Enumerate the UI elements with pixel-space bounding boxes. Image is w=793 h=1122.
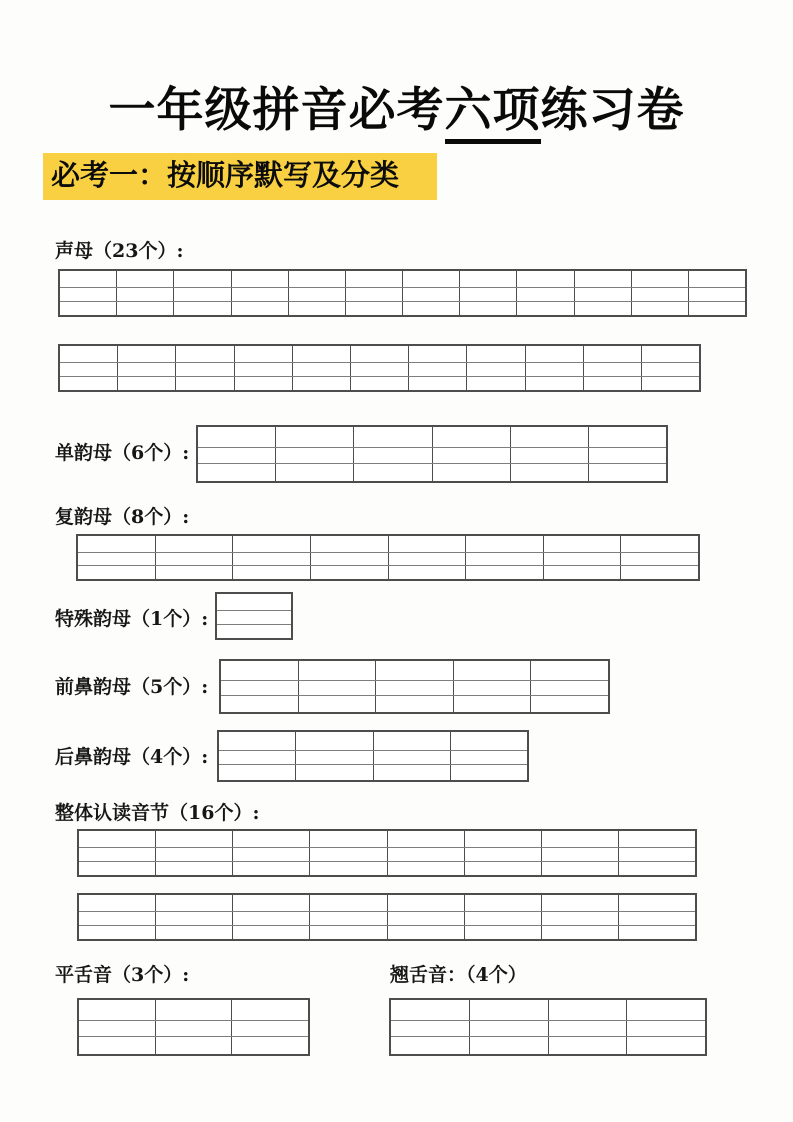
writing-cell [618,848,695,861]
writing-cell [288,288,345,301]
writing-cell [548,1021,627,1036]
writing-cell [516,271,573,287]
writing-cell [453,696,531,712]
writing-cell [79,1021,155,1036]
writing-cell [373,765,450,780]
writing-cell [198,427,275,447]
writing-cell [231,1037,308,1054]
writing-cell [464,831,541,847]
grid-row [79,1036,308,1054]
writing-cell [78,553,155,565]
writing-cell [155,553,233,565]
writing-cell [175,363,233,376]
writing-cell [155,926,232,939]
grid-row [60,346,699,362]
writing-cell [469,1021,548,1036]
writing-cell [626,1021,705,1036]
writing-cell [525,377,583,390]
writing-cell [219,751,295,765]
label-initials: 声母（23个）: [55,240,184,262]
writing-cell [310,536,388,552]
writing-cell [373,732,450,750]
writing-cell [217,625,291,638]
label-simple-finals: 单韵母（6个）: [55,442,190,464]
writing-cell [525,363,583,376]
writing-cell [198,448,275,463]
writing-cell [350,346,408,362]
pinyin-grid-special-final [215,592,293,640]
writing-cell [221,681,298,696]
writing-cell [116,302,173,315]
writing-cell [231,271,288,287]
writing-cell [350,377,408,390]
pinyin-grid-front-nasal-finals [219,659,610,714]
writing-cell [295,732,372,750]
grid-row [219,732,527,750]
writing-cell [345,302,402,315]
pinyin-grid-flat-tongue [77,998,310,1056]
writing-cell [388,536,466,552]
writing-cell [459,288,516,301]
writing-cell [469,1037,548,1054]
writing-cell [510,427,588,447]
writing-cell [310,566,388,579]
grid-row [60,376,699,390]
writing-cell [516,288,573,301]
title-suffix: 练习卷 [540,83,685,137]
writing-cell [688,288,745,301]
writing-cell [541,926,618,939]
pinyin-grid-curled-tongue [389,998,707,1056]
grid-row [79,847,695,861]
writing-cell [79,1037,155,1054]
grid-row [221,680,608,696]
writing-cell [155,1021,232,1036]
grid-row [79,861,695,875]
writing-cell [387,926,464,939]
writing-cell [464,862,541,875]
writing-cell [198,464,275,481]
writing-cell [231,288,288,301]
grid-row [79,1020,308,1036]
label-back-nasal-finals: 后鼻韵母（4个）: [55,746,209,768]
writing-cell [232,895,309,911]
label-compound-finals: 复韵母（8个）: [55,506,190,528]
writing-cell [588,427,666,447]
writing-cell [510,448,588,463]
writing-cell [408,363,466,376]
writing-cell [402,271,459,287]
pinyin-grid-initials-2 [58,344,701,392]
writing-cell [391,1037,469,1054]
writing-cell [309,831,386,847]
writing-cell [232,536,310,552]
writing-cell [583,377,641,390]
writing-cell [541,831,618,847]
writing-cell [295,765,372,780]
title-underlined-word: 六项 [445,83,541,144]
grid-row [391,1020,705,1036]
label-flat-tongue-sounds: 平舌音（3个）: [55,964,190,986]
writing-cell [175,346,233,362]
writing-cell [543,553,621,565]
writing-cell [588,464,666,481]
writing-cell [232,926,309,939]
writing-cell [292,377,350,390]
writing-cell [387,895,464,911]
writing-cell [78,536,155,552]
writing-cell [618,912,695,925]
grid-row [78,565,698,579]
writing-cell [453,681,531,696]
grid-row [198,463,666,481]
grid-row [219,764,527,780]
section-one-heading: 必考一：按顺序默写及分类 [43,153,437,200]
writing-cell [510,464,588,481]
writing-cell [641,346,699,362]
writing-cell [231,1000,308,1020]
writing-cell [116,288,173,301]
writing-cell [60,271,116,287]
writing-cell [221,661,298,680]
writing-cell [234,346,292,362]
writing-cell [117,363,175,376]
writing-cell [574,302,631,315]
writing-cell [79,1000,155,1020]
writing-cell [541,912,618,925]
writing-cell [688,302,745,315]
writing-cell [155,912,232,925]
writing-cell [620,553,698,565]
writing-cell [450,751,527,765]
writing-cell [432,448,510,463]
grid-row [79,831,695,847]
writing-cell [234,377,292,390]
writing-cell [219,732,295,750]
pinyin-grid-whole-syllables-2 [77,893,697,941]
writing-cell [288,271,345,287]
title-prefix: 一年级拼音必考 [108,83,445,137]
writing-cell [466,346,524,362]
writing-cell [574,288,631,301]
writing-cell [465,553,543,565]
writing-cell [453,661,531,680]
writing-cell [530,696,608,712]
writing-cell [541,862,618,875]
grid-row [217,624,291,638]
grid-row [198,427,666,447]
grid-row [78,552,698,565]
writing-cell [217,611,291,624]
writing-cell [217,594,291,610]
grid-row [79,911,695,925]
grid-row [79,895,695,911]
writing-cell [631,302,688,315]
grid-row [60,287,745,301]
writing-cell [309,926,386,939]
writing-cell [155,862,232,875]
writing-cell [618,831,695,847]
label-whole-syllables: 整体认读音节（16个）: [55,802,260,824]
writing-cell [234,363,292,376]
writing-cell [173,288,230,301]
writing-cell [78,566,155,579]
writing-cell [310,553,388,565]
writing-cell [60,377,117,390]
writing-cell [530,681,608,696]
writing-cell [292,346,350,362]
writing-cell [450,765,527,780]
writing-cell [373,751,450,765]
writing-cell [232,566,310,579]
writing-cell [466,377,524,390]
pinyin-grid-initials-1 [58,269,747,317]
pinyin-grid-simple-finals [196,425,668,483]
writing-cell [60,302,116,315]
writing-cell [626,1037,705,1054]
writing-cell [60,346,117,362]
writing-cell [155,895,232,911]
writing-cell [626,1000,705,1020]
grid-row [79,1000,308,1020]
writing-cell [388,553,466,565]
writing-cell [631,288,688,301]
grid-row [217,610,291,624]
writing-cell [288,302,345,315]
writing-cell [391,1000,469,1020]
writing-cell [309,862,386,875]
label-special-final: 特殊韵母（1个）: [55,608,209,630]
writing-cell [117,346,175,362]
writing-cell [275,448,353,463]
writing-cell [464,848,541,861]
writing-cell [464,895,541,911]
grid-row [219,750,527,765]
writing-cell [641,363,699,376]
writing-cell [173,302,230,315]
writing-cell [450,732,527,750]
writing-cell [155,566,233,579]
writing-cell [525,346,583,362]
writing-cell [516,302,573,315]
writing-cell [155,831,232,847]
grid-row [391,1000,705,1020]
writing-cell [432,427,510,447]
writing-cell [464,926,541,939]
writing-cell [79,912,155,925]
pinyin-grid-whole-syllables-1 [77,829,697,877]
writing-cell [117,377,175,390]
writing-cell [583,346,641,362]
writing-cell [459,271,516,287]
writing-cell [221,696,298,712]
writing-cell [530,661,608,680]
writing-cell [232,862,309,875]
writing-cell [345,271,402,287]
pinyin-grid-compound-finals [76,534,700,581]
writing-cell [432,464,510,481]
writing-cell [459,302,516,315]
writing-cell [465,536,543,552]
writing-cell [618,926,695,939]
writing-cell [275,464,353,481]
writing-cell [232,912,309,925]
writing-cell [219,765,295,780]
writing-cell [231,1021,308,1036]
writing-cell [388,566,466,579]
page-title [0,73,793,140]
writing-cell [292,363,350,376]
writing-cell [155,848,232,861]
writing-cell [298,681,376,696]
writing-cell [541,848,618,861]
pinyin-grid-back-nasal-finals [217,730,529,782]
writing-cell [298,661,376,680]
writing-cell [79,895,155,911]
writing-cell [155,536,233,552]
writing-cell [275,427,353,447]
writing-cell [232,848,309,861]
writing-cell [60,363,117,376]
writing-cell [402,302,459,315]
writing-cell [465,566,543,579]
label-curled-tongue-sounds: 翘舌音：（4个） [390,964,527,986]
writing-cell [466,363,524,376]
writing-cell [574,271,631,287]
writing-cell [173,271,230,287]
grid-row [391,1036,705,1054]
writing-cell [295,751,372,765]
grid-row [221,695,608,712]
writing-cell [543,536,621,552]
grid-row [60,362,699,376]
writing-cell [464,912,541,925]
grid-row [60,301,745,315]
writing-cell [232,553,310,565]
writing-cell [620,566,698,579]
writing-cell [387,831,464,847]
writing-cell [631,271,688,287]
writing-cell [298,696,376,712]
writing-cell [387,848,464,861]
writing-cell [408,346,466,362]
writing-cell [345,288,402,301]
writing-cell [543,566,621,579]
writing-cell [155,1037,232,1054]
writing-cell [641,377,699,390]
writing-cell [353,464,431,481]
writing-cell [309,912,386,925]
writing-cell [583,363,641,376]
writing-cell [79,926,155,939]
writing-cell [309,848,386,861]
grid-row [198,447,666,463]
grid-row [60,271,745,287]
label-front-nasal-finals: 前鼻韵母（5个）: [55,676,209,698]
writing-cell [79,848,155,861]
writing-cell [60,288,116,301]
writing-cell [402,288,459,301]
writing-cell [618,862,695,875]
writing-cell [232,831,309,847]
writing-cell [387,862,464,875]
writing-cell [408,377,466,390]
writing-cell [375,696,453,712]
writing-cell [155,1000,232,1020]
grid-row [79,925,695,939]
writing-cell [588,448,666,463]
writing-cell [541,895,618,911]
writing-cell [391,1021,469,1036]
grid-row [217,594,291,610]
writing-cell [387,912,464,925]
writing-cell [231,302,288,315]
writing-cell [79,862,155,875]
writing-cell [548,1000,627,1020]
grid-row [78,536,698,552]
writing-cell [353,448,431,463]
writing-cell [116,271,173,287]
writing-cell [548,1037,627,1054]
writing-cell [79,831,155,847]
writing-cell [469,1000,548,1020]
writing-cell [618,895,695,911]
writing-cell [350,363,408,376]
grid-row [221,661,608,680]
writing-cell [620,536,698,552]
writing-cell [175,377,233,390]
writing-cell [688,271,745,287]
writing-cell [375,681,453,696]
writing-cell [309,895,386,911]
writing-cell [353,427,431,447]
writing-cell [375,661,453,680]
